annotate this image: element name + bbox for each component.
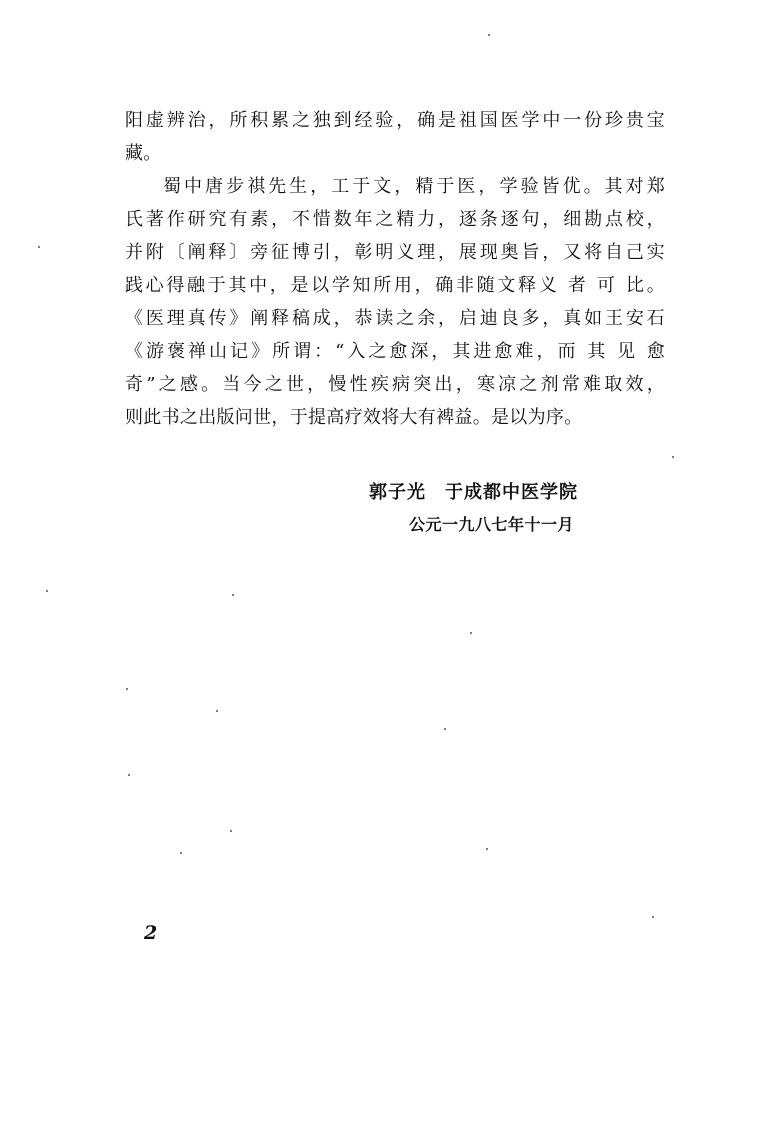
text-line: 蜀中唐步祺先生，工于文，精于医，学验皆优。其对郑 xyxy=(163,176,665,197)
text-line: 践心得融于其中，是以学知所用，确非随文释义 者 可 比。 xyxy=(125,275,665,296)
text-line: 阳虚辨治，所积累之独到经验，确是祖国医学中一份珍贵宝 xyxy=(125,110,665,131)
author-signature: 郭子光 于成都中医学院 xyxy=(369,482,578,503)
text-line: 并附〔阐释〕旁征博引，彰明义理，展现奥旨，又将自己实 xyxy=(125,242,665,263)
text-line: 《游褒禅山记》所谓：“入之愈深，其进愈难，而 其 见 愈 xyxy=(125,341,665,362)
scan-speck xyxy=(128,774,130,776)
text-line: 《医理真传》阐释稿成，恭读之余，启迪良多，真如王安石 xyxy=(125,308,665,329)
scan-speck xyxy=(216,710,218,712)
page-number: 2 xyxy=(144,922,158,944)
scan-speck xyxy=(444,728,446,730)
scan-speck xyxy=(38,246,40,248)
text-line: 藏。 xyxy=(125,143,162,164)
scan-speck xyxy=(486,848,488,850)
text-line: 奇”之感。当今之世，慢性疾病突出，寒凉之剂常难取效， xyxy=(125,374,665,395)
scan-speck xyxy=(230,830,232,832)
scan-speck xyxy=(232,594,234,596)
scan-speck xyxy=(488,34,490,36)
preface-body xyxy=(125,104,665,434)
text-line: 则此书之出版问世，于提高疗效将大有裨益。是以为序。 xyxy=(125,407,583,428)
text-line: 氏著作研究有素，不惜数年之精力，逐条逐句，细勘点校， xyxy=(125,209,665,230)
scan-speck xyxy=(470,632,472,634)
scan-speck xyxy=(672,456,674,458)
scan-speck xyxy=(180,852,182,854)
signature-date: 公元一九八七年十一月 xyxy=(409,515,575,534)
scan-speck xyxy=(652,916,654,918)
scan-speck xyxy=(46,590,48,592)
scan-speck xyxy=(126,688,128,690)
